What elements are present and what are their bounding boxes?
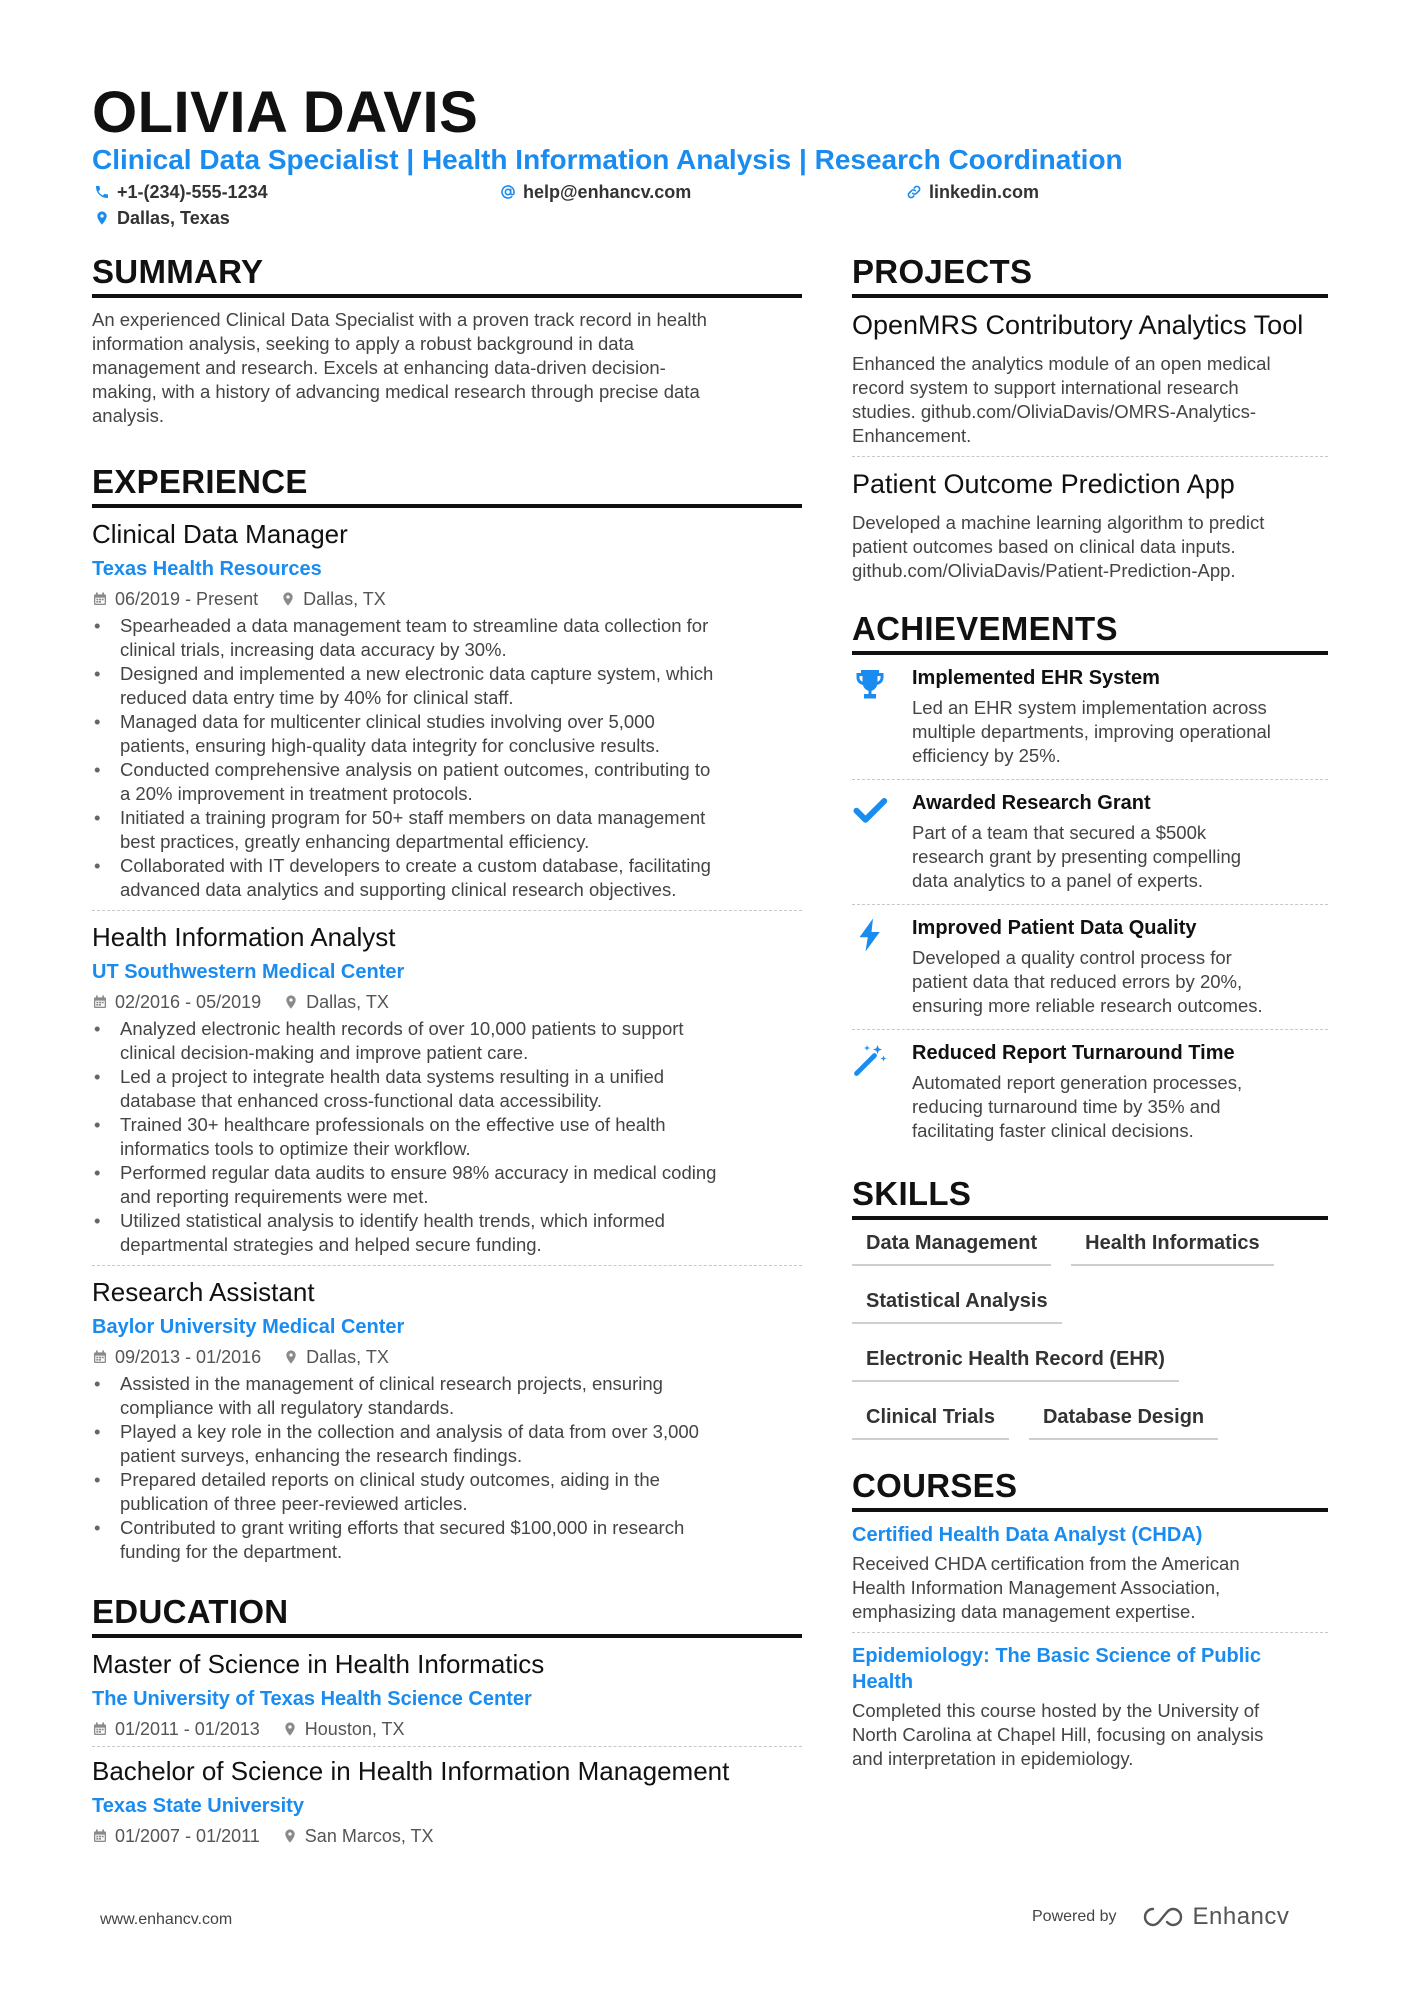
bullet-line: advanced data analytics and supporting clinical research objectives. [120, 879, 677, 900]
footer-website[interactable]: www.enhancv.com [100, 1911, 233, 1928]
job-entry [92, 921, 802, 1266]
achievement-line: Developed a quality control process for [912, 947, 1232, 968]
bullet-line: • Collaborated with IT developers to create a custom database, facilitating [120, 855, 711, 876]
bullet-line: • Conducted comprehensive analysis on patient outcomes, contributing to [120, 759, 711, 780]
summary-heading: SUMMARY [92, 252, 802, 298]
project-line: patient outcomes based on clinical data inputs. [852, 536, 1236, 557]
experience-heading: EXPERIENCE [92, 462, 802, 508]
job-dates [92, 1346, 261, 1368]
candidate-title: Clinical Data Specialist | Health Information Analysis | Research Coordination [92, 144, 1123, 175]
course-line: and interpretation in epidemiology. [852, 1748, 1134, 1769]
magic-wand-icon [852, 1042, 888, 1078]
achievement-line: efficiency by 25%. [912, 745, 1061, 766]
summary-text [92, 308, 802, 428]
bullet-line: • Analyzed electronic health records of over 10,000 patients to support [120, 1018, 684, 1039]
summary-line: analysis. [92, 405, 164, 426]
achievement-line: ensuring more reliable research outcomes. [912, 995, 1263, 1016]
list-item [92, 758, 802, 806]
achievement-icon-wrap [852, 790, 912, 893]
achievement-title: Implemented EHR System [912, 667, 1160, 689]
achievement-line: research grant by presenting compelling [912, 846, 1242, 867]
list-item [92, 1065, 802, 1113]
summary-line: management and research. Excels at enhancing data-driven decision- [92, 357, 666, 378]
lightning-icon [852, 917, 888, 953]
bullet-line: and reporting requirements were met. [120, 1186, 429, 1207]
education-location [282, 1718, 405, 1740]
course-line: Completed this course hosted by the University of [852, 1700, 1260, 1721]
project-line: studies. github.com/OliviaDavis/OMRS-Analytics- [852, 401, 1257, 422]
contact-linkedin[interactable] [906, 181, 1039, 203]
job-bullets [92, 614, 802, 902]
calendar-icon [92, 994, 108, 1010]
list-item [92, 614, 802, 662]
achievement-title: Improved Patient Data Quality [912, 917, 1197, 939]
project-line: record system to support international research [852, 377, 1239, 398]
job-entry [92, 1276, 802, 1564]
job-company: Texas Health Resources [92, 558, 322, 580]
bullet-line: • Contributed to grant writing efforts that secured $100,000 in research [120, 1517, 685, 1538]
education-meta [92, 1718, 802, 1740]
education-location-text: San Marcos, TX [304, 1826, 434, 1846]
contact-email[interactable] [500, 181, 691, 203]
location-pin-icon [282, 1828, 298, 1844]
education-dates-text: 01/2007 - 01/2011 [115, 1826, 260, 1846]
job-dates-text: 06/2019 - Present [115, 589, 259, 609]
linkedin-text: linkedin.com [929, 182, 1040, 202]
bullet-line: • Managed data for multicenter clinical studies involving over 5,000 [120, 711, 655, 732]
calendar-icon [92, 1828, 108, 1844]
education-school: Texas State University [92, 1795, 304, 1817]
list-item [92, 1017, 802, 1065]
achievement-title: Reduced Report Turnaround Time [912, 1042, 1235, 1064]
brand-logo[interactable] [1141, 1903, 1290, 1931]
job-location [280, 588, 386, 610]
achievement-body [912, 790, 1241, 893]
job-bullets [92, 1017, 802, 1257]
achievement-line: patient data that reduced errors by 20%, [912, 971, 1243, 992]
right-column [852, 252, 1328, 1771]
achievement-entry [852, 780, 1328, 905]
job-meta [92, 991, 802, 1013]
list-item [92, 1209, 802, 1257]
job-role: Health Information Analyst [92, 922, 396, 952]
bullet-line: departmental strategies and helped secure funding. [120, 1234, 542, 1255]
job-role: Clinical Data Manager [92, 519, 348, 549]
job-dates [92, 991, 261, 1013]
course-entry [852, 1643, 1328, 1771]
bullet-line: • Prepared detailed reports on clinical study outcomes, aiding in the [120, 1469, 660, 1490]
list-item [92, 710, 802, 758]
achievements-heading: ACHIEVEMENTS [852, 609, 1328, 655]
education-dates [92, 1718, 260, 1740]
project-entry [852, 467, 1328, 583]
skill-tag: Statistical Analysis [852, 1288, 1062, 1324]
education-degree: Bachelor of Science in Health Information Management [92, 1756, 730, 1786]
education-heading: EDUCATION [92, 1592, 802, 1638]
at-sign-icon [500, 184, 516, 200]
list-item [92, 1420, 802, 1468]
list-item [92, 854, 802, 902]
bullet-line: funding for the department. [120, 1541, 343, 1562]
bullet-line: best practices, greatly enhancing departmental efficiency. [120, 831, 590, 852]
project-title: OpenMRS Contributory Analytics Tool [852, 310, 1304, 340]
skill-tag: Clinical Trials [852, 1404, 1009, 1440]
contact-location [94, 207, 230, 229]
bullet-line: • Utilized statistical analysis to identify health trends, which informed [120, 1210, 665, 1231]
list-item [92, 662, 802, 710]
course-line: Health Information Management Association, [852, 1577, 1221, 1598]
job-entry [92, 518, 802, 911]
achievement-body [912, 1040, 1242, 1143]
achievement-description [912, 946, 1263, 1018]
education-entry [92, 1648, 802, 1747]
course-title-line: Health [852, 1671, 914, 1693]
job-location [283, 991, 389, 1013]
skill-tag: Data Management [852, 1230, 1051, 1266]
job-location-text: Dallas, TX [303, 589, 386, 609]
left-column [92, 252, 802, 1847]
education-entry [92, 1755, 802, 1847]
achievement-line: facilitating faster clinical decisions. [912, 1120, 1194, 1141]
summary-line: An experienced Clinical Data Specialist with a proven track record in health [92, 309, 707, 330]
achievement-description [912, 1071, 1242, 1143]
course-line: Received CHDA certification from the American [852, 1553, 1240, 1574]
achievement-icon-wrap [852, 915, 912, 1018]
list-item [92, 1372, 802, 1420]
bullet-line: informatics tools to optimize their workflow. [120, 1138, 471, 1159]
achievement-line: multiple departments, improving operational [912, 721, 1271, 742]
powered-by-text: Powered by [1032, 1908, 1117, 1925]
project-line: Enhancement. [852, 425, 972, 446]
job-role: Research Assistant [92, 1277, 315, 1307]
bullet-line: compliance with all regulatory standards. [120, 1397, 455, 1418]
phone-icon [94, 184, 110, 200]
location-pin-icon [283, 994, 299, 1010]
achievement-icon-wrap [852, 1040, 912, 1143]
achievement-body [912, 665, 1271, 768]
location-pin-icon [280, 591, 296, 607]
achievement-description [912, 821, 1241, 893]
projects-heading: PROJECTS [852, 252, 1328, 298]
achievement-line: reducing turnaround time by 35% and [912, 1096, 1221, 1117]
bullet-line: patients, ensuring high-quality data integrity for conclusive results. [120, 735, 660, 756]
skills-list [852, 1230, 1328, 1440]
bullet-line: publication of three peer-reviewed articles. [120, 1493, 468, 1514]
job-location-text: Dallas, TX [306, 992, 389, 1012]
achievement-body [912, 915, 1263, 1018]
job-company: Baylor University Medical Center [92, 1316, 405, 1338]
list-item [92, 1113, 802, 1161]
course-title: Certified Health Data Analyst (CHDA) [852, 1524, 1203, 1546]
project-line: Enhanced the analytics module of an open medical [852, 353, 1271, 374]
achievement-description [912, 696, 1271, 768]
skill-tag: Database Design [1029, 1404, 1218, 1440]
education-dates-text: 01/2011 - 01/2013 [115, 1719, 260, 1739]
job-dates-text: 09/2013 - 01/2016 [115, 1347, 262, 1367]
bullet-line: • Assisted in the management of clinical research projects, ensuring [120, 1373, 663, 1394]
project-description [852, 511, 1328, 583]
enhancv-logo-icon [1141, 1905, 1185, 1929]
bullet-line: • Performed regular data audits to ensure 98% accuracy in medical coding [120, 1162, 717, 1183]
achievement-entry [852, 655, 1328, 780]
job-meta [92, 588, 802, 610]
location-pin-icon [94, 210, 110, 226]
bullet-line: reduced data entry time by 40% for clinical staff. [120, 687, 514, 708]
course-title [852, 1643, 1328, 1695]
course-line: emphasizing data management expertise. [852, 1601, 1196, 1622]
bullet-line: clinical trials, increasing data accuracy by 30%. [120, 639, 507, 660]
bullet-line: patient surveys, enhancing the research findings. [120, 1445, 523, 1466]
calendar-icon [92, 1721, 108, 1737]
bullet-line: • Played a key role in the collection and analysis of data from over 3,000 [120, 1421, 699, 1442]
checkmark-icon [852, 792, 888, 828]
job-company: UT Southwestern Medical Center [92, 961, 405, 983]
project-entry [852, 308, 1328, 457]
achievement-entry [852, 1030, 1328, 1154]
job-meta [92, 1346, 802, 1368]
skill-tag: Health Informatics [1071, 1230, 1273, 1266]
candidate-name: OLIVIA DAVIS [92, 80, 479, 145]
education-location-text: Houston, TX [304, 1719, 405, 1739]
bullet-line: • Designed and implemented a new electronic data capture system, which [120, 663, 714, 684]
summary-line: making, with a history of advancing medical research through precise data [92, 381, 700, 402]
job-dates [92, 588, 258, 610]
achievement-line: Led an EHR system implementation across [912, 697, 1267, 718]
education-meta [92, 1825, 802, 1847]
course-line: North Carolina at Chapel Hill, focusing on analysis [852, 1724, 1264, 1745]
bullet-line: a 20% improvement in treatment protocols. [120, 783, 473, 804]
summary-line: information analysis, seeking to apply a robust background in data [92, 333, 634, 354]
bullet-line: • Led a project to integrate health data systems resulting in a unified [120, 1066, 665, 1087]
footer-branding [1032, 1903, 1289, 1931]
contact-phone [94, 181, 268, 203]
achievement-line: Automated report generation processes, [912, 1072, 1243, 1093]
email-text: help@enhancv.com [523, 182, 692, 202]
job-location [283, 1346, 389, 1368]
bullet-line: • Spearheaded a data management team to streamline data collection for [120, 615, 709, 636]
bullet-line: database that enhanced cross-functional data accessibility. [120, 1090, 602, 1111]
bullet-line: • Trained 30+ healthcare professionals on the effective use of health [120, 1114, 666, 1135]
phone-text: +1-(234)-555-1234 [117, 182, 268, 202]
achievement-icon-wrap [852, 665, 912, 768]
location-pin-icon [283, 1349, 299, 1365]
education-degree: Master of Science in Health Informatics [92, 1649, 545, 1679]
course-description [852, 1552, 1328, 1624]
job-location-text: Dallas, TX [306, 1347, 389, 1367]
achievement-line: data analytics to a panel of experts. [912, 870, 1204, 891]
education-school: The University of Texas Health Science Center [92, 1688, 532, 1710]
list-item [92, 806, 802, 854]
bullet-line: • Initiated a training program for 50+ staff members on data management [120, 807, 706, 828]
achievement-line: Part of a team that secured a $500k [912, 822, 1207, 843]
calendar-icon [92, 591, 108, 607]
location-text: Dallas, Texas [117, 208, 230, 228]
list-item [92, 1516, 802, 1564]
list-item [92, 1468, 802, 1516]
trophy-icon [852, 667, 888, 703]
bullet-line: clinical decision-making and improve patient care. [120, 1042, 529, 1063]
project-line: github.com/OliviaDavis/Patient-Prediction-App. [852, 560, 1236, 581]
skills-heading: SKILLS [852, 1174, 1328, 1220]
skill-tag: Electronic Health Record (EHR) [852, 1346, 1179, 1382]
achievement-entry [852, 905, 1328, 1030]
education-location [282, 1825, 434, 1847]
achievement-title: Awarded Research Grant [912, 792, 1151, 814]
project-description [852, 352, 1328, 448]
list-item [92, 1161, 802, 1209]
course-entry [852, 1522, 1328, 1633]
brand-name: Enhancv [1192, 1903, 1290, 1930]
course-description [852, 1699, 1328, 1771]
link-icon [906, 184, 922, 200]
job-bullets [92, 1372, 802, 1564]
project-title: Patient Outcome Prediction App [852, 469, 1235, 499]
education-dates [92, 1825, 260, 1847]
location-pin-icon [282, 1721, 298, 1737]
job-dates-text: 02/2016 - 05/2019 [115, 992, 262, 1012]
project-line: Developed a machine learning algorithm to predict [852, 512, 1265, 533]
courses-heading: COURSES [852, 1466, 1328, 1512]
calendar-icon [92, 1349, 108, 1365]
course-title-line: Epidemiology: The Basic Science of Public [852, 1645, 1261, 1667]
